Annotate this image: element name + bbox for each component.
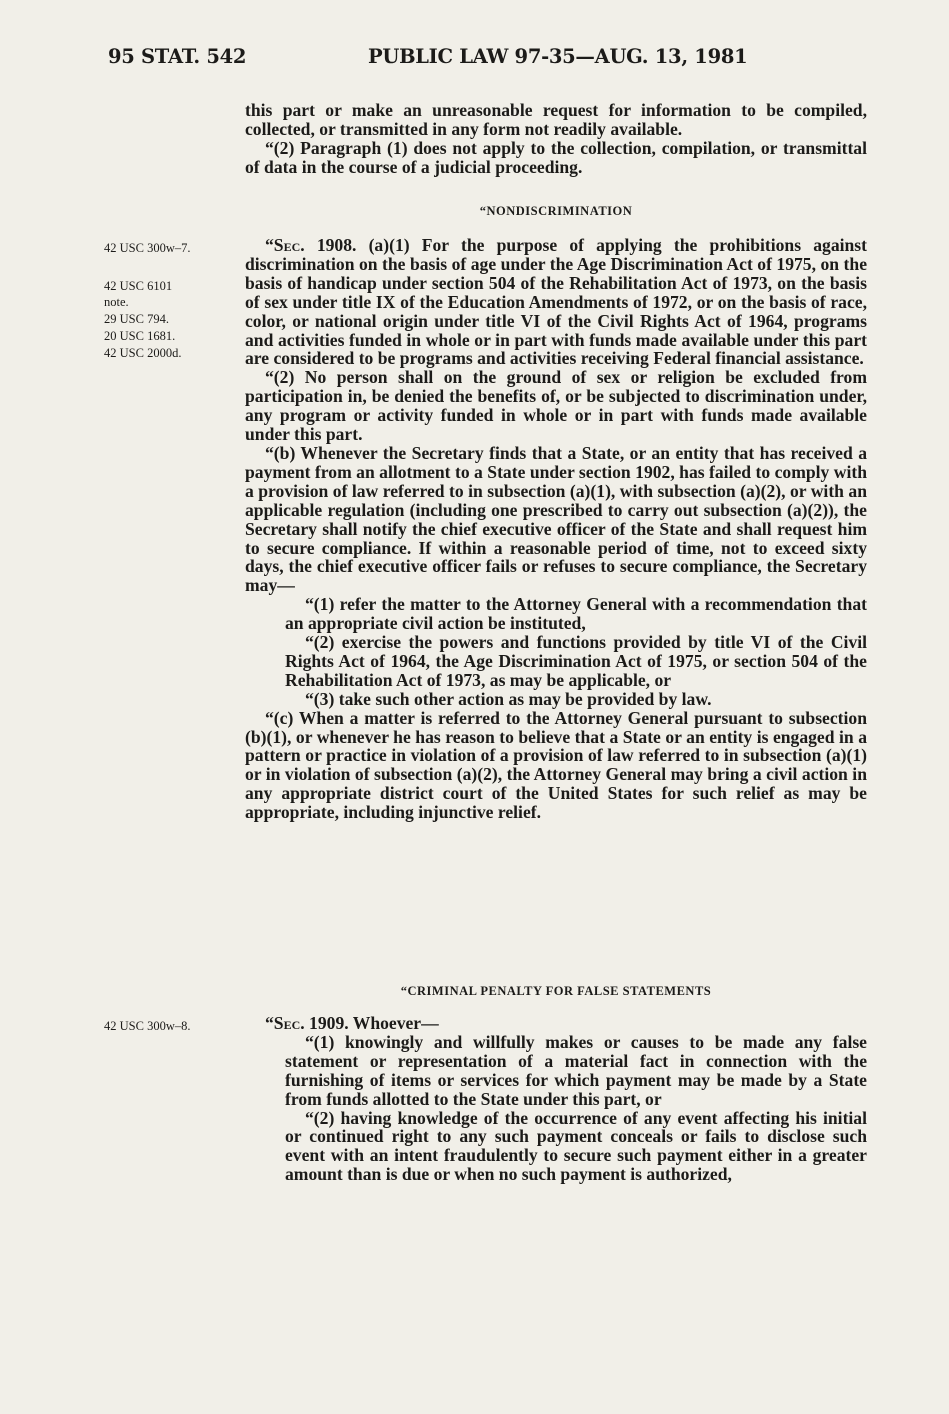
sec-label: “Sec. (265, 1013, 305, 1033)
list-item-b1: “(1) refer the matter to the Attorney General with a recommendation that an appropriate civil action be instituted, (285, 594, 867, 634)
margin-note-300w-8: 42 USC 300w–8. (104, 1019, 191, 1033)
sec-1908-text: 1908. (a)(1) For the purpose of applying the prohibitions against discrimination on the basis of age under the Age Discrimination Act of 1975, on the basis of handicap under section 504 of the Rehabilitation Act of 1973, on the basis of sex under title IX of the Education Amendments of 1972, or on the basis of race, color, or national origin under title VI of the Civil Rights Act of 1964, programs and activities funded in whole or in part with funds made available under this part are considered to be programs and activities receiving Federal financial assistance. (245, 235, 867, 369)
list-item-b2: “(2) exercise the powers and functions provided by title VI of the Civil Rights Act of 1964, the Age Discrimination Act of 1975, or section 504 of the Rehabilitation Act of 1973, as may be applicable, or (285, 632, 867, 690)
sec-1909-text: 1909. Whoever— (304, 1013, 439, 1033)
statute-page-number: 95 STAT. 542 (108, 45, 247, 68)
paragraph-sec-1908-c: “(c) When a matter is referred to the Attorney General pursuant to subsection (b)(1), or whenever he has reason to believe that a State or an entity is engaged in a pattern or practice in violation of a provision of law referred to in subsection (a)(1) or in violation of subsection (a)(2), the Attorney General may bring a civil action in any appropriate district court of the United States for such relief as may be appropriate, including injunctive relief. (245, 707, 867, 823)
margin-note-6101: 42 USC 6101 (104, 279, 173, 293)
list-item-1909-2: “(2) having knowledge of the occurrence of any event affecting his initial or continued right to any such payment conceals or fails to disclose such event with an intent fraudulently to secure such payment either in a greater amount than is due or when no such payment is authorized, (285, 1107, 867, 1185)
paragraph-sec-1908-a1 (245, 236, 867, 368)
list-item-b3: “(3) take such other action as may be provided by law. (305, 688, 712, 709)
text-block-top (245, 101, 867, 177)
paragraph-continuation: this part or make an unreasonable request for information to be compiled, collected, or transmitted in any form not readily available. (245, 100, 867, 139)
list-item-1909-1: “(1) knowingly and willfully makes or causes to be made any false statement or representation of a material fact in connection with the furnishing of items or services for which payment may be made by a State from funds allotted to the State under this part, or (285, 1031, 867, 1109)
text-block-sec1909 (245, 1014, 867, 1184)
text-block-sec1908 (245, 236, 867, 822)
heading-nondiscrimination: “NONDISCRIMINATION (479, 204, 633, 218)
margin-note-6101-note: note. (104, 295, 129, 309)
margin-note-794: 29 USC 794. (104, 312, 169, 326)
paragraph-sec-1909 (245, 1014, 867, 1033)
margin-note-2000d: 42 USC 2000d. (104, 346, 182, 360)
heading-criminal-penalty: “CRIMINAL PENALTY FOR FALSE STATEMENTS (400, 984, 712, 998)
paragraph-sec-1908-a2: “(2) No person shall on the ground of sex or religion be excluded from participation in, be denied the benefits of, or be subjected to discrimination under, any program or activity funded in whole or in part with funds made available under this part. (245, 367, 867, 445)
sec-label: “Sec. (265, 235, 305, 255)
running-title: PUBLIC LAW 97-35—AUG. 13, 1981 (368, 45, 748, 68)
page-header (108, 45, 868, 79)
paragraph-a2: “(2) Paragraph (1) does not apply to the collection, compilation, or transmittal of data in the course of a judicial proceeding. (245, 137, 867, 177)
margin-note-300w-7: 42 USC 300w–7. (104, 241, 191, 255)
paragraph-sec-1908-b: “(b) Whenever the Secretary finds that a State, or an entity that has received a payment from an allotment to a State under section 1902, has failed to comply with a provision of law referred to in subsection (a)(1), with subsection (a)(2), or with an applicable regulation (including one prescribed to carry out subsection (a)(2)), the Secretary shall notify the chief executive officer of the State and shall request him to secure compliance. If within a reasonable period of time, not to exceed sixty days, the chief executive officer fails or refuses to secure compliance, the Secretary may— (245, 442, 867, 596)
margin-note-1681: 20 USC 1681. (104, 329, 176, 343)
